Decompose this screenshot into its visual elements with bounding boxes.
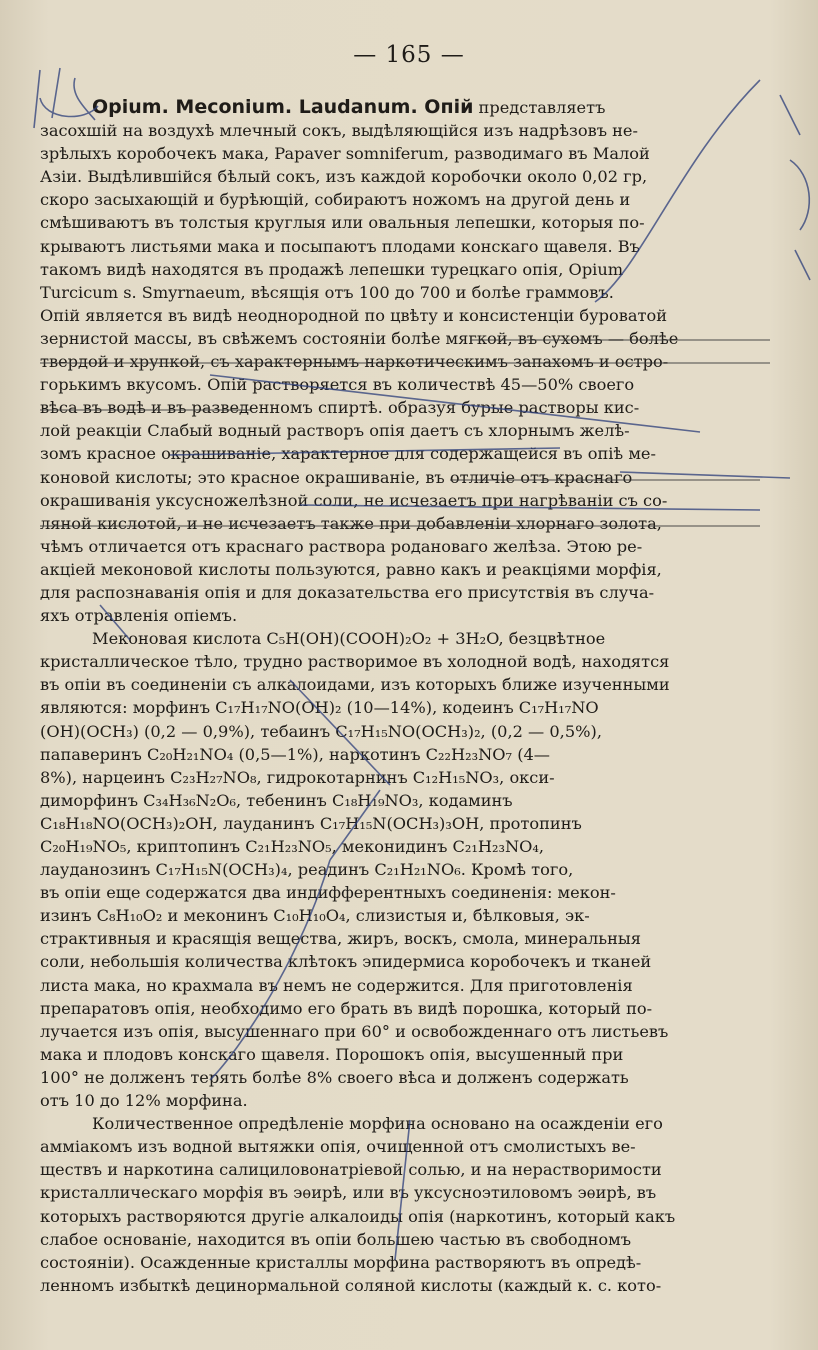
text-line: въ опіи въ соединеніи съ алкалоидами, изъ которыхъ ближе изученными bbox=[40, 675, 670, 695]
text-line: лауданозинъ C₁₇H₁₅N(OCH₃)₄, реадинъ C₂₁H₂₁NO₆. Кромѣ того, bbox=[40, 860, 574, 880]
text-line: ляной кислотой, и не исчезаетъ также при добавленіи хлорнаго золота, bbox=[40, 513, 662, 533]
text-line: чѣмъ отличается отъ краснаго раствора родановаго желѣза. Этою ре- bbox=[40, 536, 643, 556]
text-line: диморфинъ C₃₄H₃₆N₂O₆, тебенинъ C₁₈H₁₉NO₃, кодаминъ bbox=[40, 790, 513, 810]
text-line: Опій является въ видѣ неоднородной по цвѣту и консистенціи буроватой bbox=[40, 305, 668, 325]
paragraph-2 bbox=[40, 627, 768, 1112]
text-line: зрѣлыхъ коробочекъ мака, Papaver somniferum, разводимаго въ Малой bbox=[40, 144, 650, 164]
text-line: амміакомъ изъ водной вытяжки опія, очищенной отъ смолистыхъ ве- bbox=[40, 1137, 636, 1157]
text-line: Turcicum s. Smyrnaeum, вѣсящія отъ 100 до 700 и болѣе граммовъ. bbox=[40, 282, 614, 302]
text-line: въ опіи еще содержатся два индифферентныхъ соединенія: мекон- bbox=[40, 883, 616, 903]
text-line: отъ 10 до 12% морфина. bbox=[40, 1091, 248, 1111]
text-line: C₁₈H₁₈NO(OCH₃)₂OH, лауданинъ C₁₇H₁₅N(OCH₃)₃OH, протопинъ bbox=[40, 813, 582, 833]
text-line: Меконовая кислота C₅H(OH)(COOH)₂O₂ + 3H₂O, безцвѣтное bbox=[92, 629, 606, 649]
pencil-stroke bbox=[790, 160, 809, 230]
text-line: для распознаванія опія и для доказательства его присутствія въ случа- bbox=[40, 582, 655, 602]
text-line: соли, небольшія количества клѣтокъ эпидермиса коробочекъ и тканей bbox=[40, 952, 652, 972]
text-line: папавеpинъ C₂₀H₂₁NO₄ (0,5—1%), наркотинъ C₂₂H₂₃NO₇ (4— bbox=[40, 744, 550, 764]
paragraph-first-line: Opium. Meconium. Laudanum. Опій представляетъ bbox=[92, 96, 606, 118]
text-line: смѣшиваютъ въ толстыя круглыя или овальныя лепешки, которыя по- bbox=[40, 213, 645, 233]
text-line: твердой и хрупкой, съ характернымъ наркотическимъ запахомъ и остро- bbox=[40, 352, 669, 372]
text-line: 100° не долженъ терять болѣе 8% своего вѣса и долженъ содержать bbox=[40, 1067, 629, 1087]
text-line: лой реакціи Слабый водный растворъ опія даетъ съ хлорнымъ желѣ- bbox=[40, 421, 630, 441]
text-line: коновой кислоты; это красное окрашиваніе, въ отличіе отъ краснаго bbox=[40, 467, 633, 487]
text-line: слабое основаніе, находится въ опіи большею частью въ свободномъ bbox=[40, 1229, 632, 1249]
text-line: мака и плодовъ конскаго щавеля. Порошокъ опія, высушенный при bbox=[40, 1044, 624, 1064]
text-line: страктивныя и красящія вещества, жиръ, воскъ, смола, минеральныя bbox=[40, 929, 642, 949]
text-line: ществъ и наркотина салициловонатріевой солью, и на нерастворимости bbox=[40, 1160, 662, 1180]
page-number: — 165 — bbox=[353, 42, 465, 68]
text-line: Количественное опредѣленіе морфина основано на осажденіи его bbox=[92, 1114, 663, 1134]
text-line: которыхъ растворяются другіе алкалоиды опія (наркотинъ, который какъ bbox=[40, 1206, 676, 1226]
text-line: 8%), нарцеинъ C₂₃H₂₇NO₈, гидрокотарнинъ C₁₂H₁₅NO₃, окси- bbox=[40, 767, 555, 787]
text-line: скоро засыхающій и бурѣющій, собираютъ ножомъ на другой день и bbox=[40, 190, 631, 210]
text-line: препаратовъ опія, необходимо его брать въ видѣ порошка, который по- bbox=[40, 998, 653, 1018]
text-line: акціей меконовой кислоты пользуются, равно какъ и реакціями морфія, bbox=[40, 559, 662, 579]
text-line: (OH)(OCH₃) (0,2 — 0,9%), тебаинъ C₁₇H₁₅NO(OCH₃)₂, (0,2 — 0,5%), bbox=[40, 721, 602, 741]
text-line: окрашиванія уксусножелѣзной соли, не исчезаетъ при нагрѣваніи съ со- bbox=[40, 490, 668, 510]
page-body bbox=[40, 96, 768, 1297]
text-line: лучается изъ опія, высушеннаго при 60° и освобожденнаго отъ листьевъ bbox=[40, 1021, 669, 1041]
pencil-stroke bbox=[795, 250, 810, 280]
pencil-stroke bbox=[780, 95, 800, 135]
text-line: засохшій на воздухѣ млечный сокъ, выдѣляющійся изъ надрѣзовъ не- bbox=[40, 121, 638, 141]
text-line: крываютъ листьями мака и посыпаютъ плодами конскаго щавеля. Въ bbox=[40, 236, 640, 256]
text-line: кристаллическаго морфія въ эѳирѣ, или въ уксусноэтиловомъ эѳирѣ, въ bbox=[40, 1183, 657, 1203]
text-line: горькимъ вкусомъ. Опій растворяется въ количествѣ 45—50% своего bbox=[40, 375, 635, 395]
text-line: такомъ видѣ находятся въ продажѣ лепешки турецкаго опія, Opium bbox=[40, 259, 624, 279]
text-line: Азіи. Выдѣлившійся бѣлый сокъ, изъ каждой коробочки около 0,02 гр, bbox=[40, 167, 648, 187]
text-line: изинъ C₈H₁₀O₂ и меконинъ C₁₀H₁₀O₄, слизистыя и, бѣлковыя, эк- bbox=[40, 906, 590, 926]
text-line: состояніи). Осажденные кристаллы морфина растворяютъ въ опредѣ- bbox=[40, 1252, 642, 1272]
text-line: зернистой массы, въ свѣжемъ состояніи болѣе мягкой, въ сухомъ — болѣе bbox=[40, 328, 679, 348]
text-line: листа мака, но крахмала въ немъ не содержится. Для приготовленія bbox=[40, 975, 633, 995]
text-line: зомъ красное окрашиваніе, характерное для содержащейся въ опіѣ ме- bbox=[40, 444, 656, 464]
text-line: кристаллическое тѣло, трудно растворимое въ холодной водѣ, находятся bbox=[40, 652, 670, 672]
text-line: являются: морфинъ C₁₇H₁₇NO(OH)₂ (10—14%), кодеинъ C₁₇H₁₇NO bbox=[40, 698, 599, 718]
text-line: вѣса въ водѣ и въ разведенномъ спиртѣ. образуя бурые растворы кис- bbox=[40, 398, 640, 418]
text-line: C₂₀H₁₉NO₅, криптопинъ C₂₁H₂₃NO₅, меконидинъ C₂₁H₂₃NO₄, bbox=[40, 837, 545, 856]
text-line: яхъ отравленія опіемъ. bbox=[40, 606, 238, 626]
article-title: Opium. Meconium. Laudanum. Опій bbox=[92, 96, 474, 118]
text-line: ленномъ избыткѣ децинормальной соляной кислоты (каждый к. с. кото- bbox=[40, 1275, 662, 1295]
paragraph-1 bbox=[40, 96, 768, 627]
paragraph-3 bbox=[40, 1112, 768, 1297]
